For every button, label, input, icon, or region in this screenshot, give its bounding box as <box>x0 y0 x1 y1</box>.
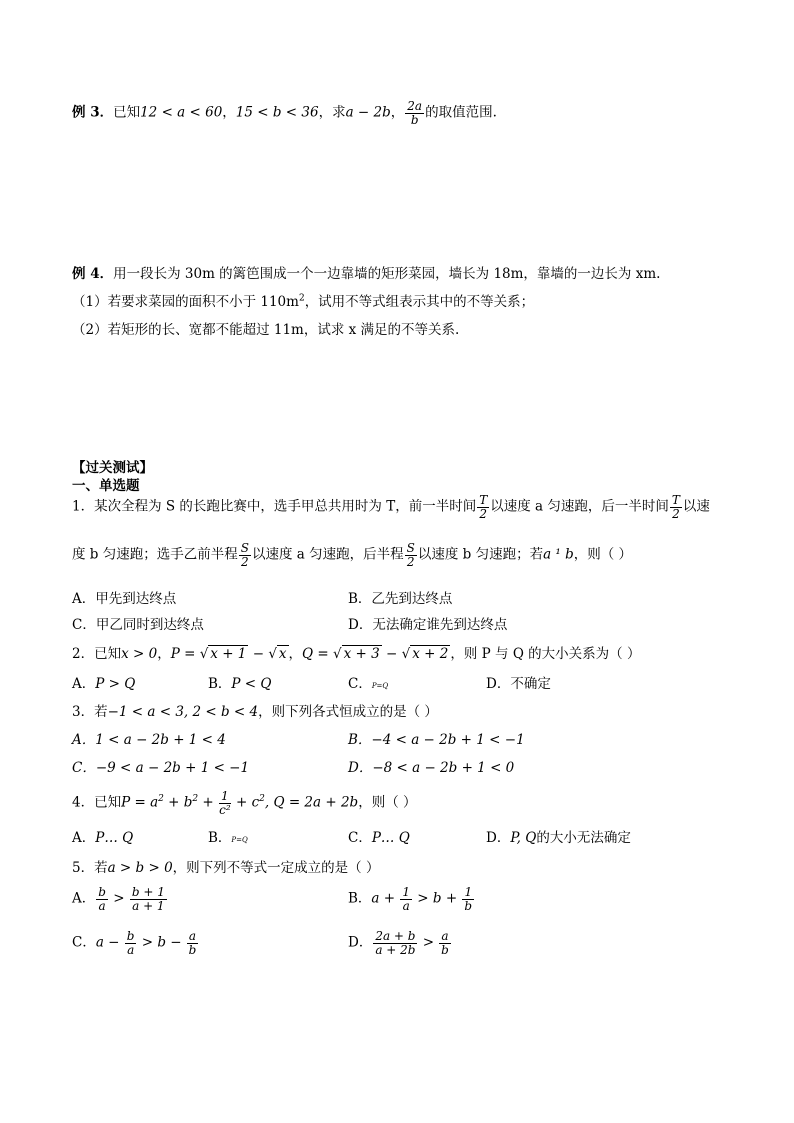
q2-option-c: C．P=Q <box>348 676 389 692</box>
example-4: 例 4．用一段长为 30m 的篱笆围成一个一边靠墙的矩形菜园，墙长为 18m，靠墙的一边长为 xm. <box>72 266 661 282</box>
q2-option-a: A．P > Q <box>72 676 136 692</box>
q4-option-d: D．P, Q的大小无法确定 <box>486 830 631 846</box>
q4-option-c: C．P… Q <box>348 830 410 846</box>
q3-option-c: C．−9 < a − 2b + 1 < −1 <box>72 760 250 776</box>
q3-option-a: A．1 < a − 2b + 1 < 4 <box>72 732 226 748</box>
section-title: 一、单选题 <box>72 478 140 494</box>
question-1-line-1: 1．某次全程为 S 的长跑比赛中，选手甲总共用时为 T，前一半时间 $\frac{T}{2}$ 以速度 a 匀速跑，后一半时间 $\frac{T}{2}$ 以速 <box>72 493 710 521</box>
q1-option-c: C．甲乙同时到达终点 <box>72 617 204 633</box>
q1-option-b: B．乙先到达终点 <box>348 591 453 607</box>
q2-option-b: B．P < Q <box>208 676 272 692</box>
q2-option-d: D．不确定 <box>486 676 551 692</box>
q5-option-b: B．a + $\frac{1}{a}$ > b + $\frac{1}{b}$ <box>348 885 473 913</box>
question-4: 4．已知$P = a^2 + b^2$ + $\frac{1}{\text{c²}}$ + $c^2$, Q = 2a + 2b，则（ ） <box>72 789 417 817</box>
test-header: 【过关测试】 <box>72 460 153 476</box>
question-1-line-2: 度 b 匀速跑；选手乙前半程 $\frac{S}{2}$ 以速度 a 匀速跑，后半程 $\frac{S}{2}$ 以速度 b 匀速跑；若a ¹ b，则（ ） <box>72 541 633 569</box>
q1-option-a: A．甲先到达终点 <box>72 591 177 607</box>
q5-option-a: A． $\frac{b}{a}$ > $\frac{b + 1}{a + 1}$ <box>72 885 165 913</box>
example-4-label: 例 4． <box>72 266 114 282</box>
q5-option-d: D． $\frac{2a + b}{a + 2b}$ > $\frac{a}{b}$ <box>348 929 449 957</box>
example-3-label: 例 3． <box>72 104 114 121</box>
q3-option-d: D．−8 < a − 2b + 1 < 0 <box>348 760 515 776</box>
q1-option-d: D．无法确定谁先到达终点 <box>348 617 508 633</box>
q5-option-c: C．a − $\frac{b}{a}$ > b − $\frac{a}{b}$ <box>72 929 197 957</box>
example-4-part-2: （2）若矩形的长、宽都不能超过 11m，试求 x 满足的不等关系. <box>72 322 460 338</box>
question-2: 2．已知x > 0，P = √ x + 1 − √ x ，Q = √ x + 3 − √ x + 2 ，则 P 与 Q 的大小关系为（ ） <box>72 646 641 662</box>
q4-option-b: B．P=Q <box>208 830 248 846</box>
question-3: 3．若−1 < a < 3, 2 < b < 4，则下列各式恒成立的是（ ） <box>72 704 438 720</box>
example-3: 例 3．已知12 < a < 60，15 < b < 36，求a − 2b， $\frac{2a}{b}$ 的取值范围. <box>72 99 497 127</box>
question-5: 5．若a > b > 0，则下列不等式一定成立的是（ ） <box>72 860 380 876</box>
q4-option-a: A．P… Q <box>72 830 134 846</box>
q3-option-b: B．−4 < a − 2b + 1 < −1 <box>348 732 525 748</box>
fraction: $\frac{2a}{b}$ <box>407 99 423 127</box>
example-4-part-1: （1）若要求菜园的面积不小于 $110m^2$，试用不等式组表示其中的不等关系； <box>72 293 535 310</box>
